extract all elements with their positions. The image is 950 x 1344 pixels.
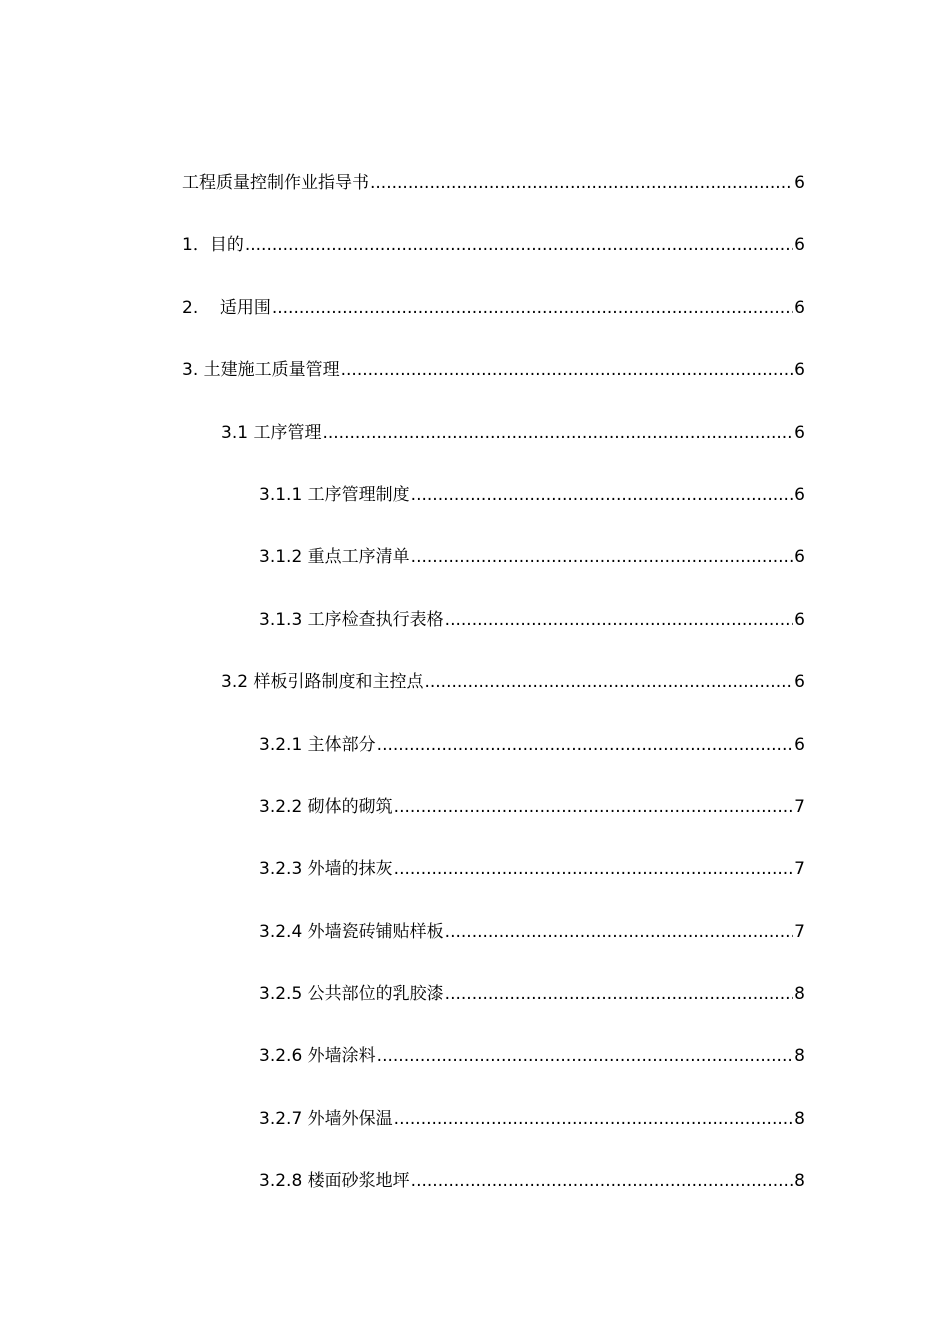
toc-entry-title: 3.2.5 公共部位的乳胶漆 <box>259 984 444 1004</box>
toc-entry[interactable] <box>259 608 805 632</box>
toc-page-number: 6 <box>794 485 805 505</box>
toc-entry[interactable] <box>182 358 805 382</box>
toc-dot-leader <box>411 545 794 569</box>
toc-dot-leader <box>424 670 793 694</box>
toc-page-number: 8 <box>794 1046 805 1066</box>
toc-entry-title: 3.2.1 主体部分 <box>259 735 376 755</box>
toc-page-number: 8 <box>794 1171 805 1191</box>
toc-entry-title: 2. 适用围 <box>182 298 271 318</box>
toc-page-number: 6 <box>794 610 805 630</box>
toc-entry[interactable] <box>259 1107 805 1131</box>
toc-entry[interactable] <box>259 1169 805 1193</box>
toc-entry[interactable] <box>259 483 805 507</box>
toc-dot-leader <box>377 733 794 757</box>
toc-entry-title: 3.2.8 楼面砂浆地坪 <box>259 1171 410 1191</box>
toc-dot-leader <box>394 1107 794 1131</box>
toc-page-number: 6 <box>794 298 805 318</box>
toc-entry-title: 3.2.3 外墙的抹灰 <box>259 859 393 879</box>
toc-page-number: 6 <box>794 672 805 692</box>
toc-dot-leader <box>445 608 794 632</box>
toc-dot-leader <box>394 857 794 881</box>
toc-entry[interactable] <box>221 670 805 694</box>
toc-entry[interactable] <box>182 171 805 195</box>
toc-dot-leader <box>322 421 793 445</box>
toc-page-number: 6 <box>794 235 805 255</box>
toc-entry-title: 3.2.6 外墙涂料 <box>259 1046 376 1066</box>
toc-dot-leader <box>370 171 793 195</box>
toc-entry-title: 3.2.7 外墙外保温 <box>259 1109 393 1129</box>
toc-entry[interactable] <box>259 795 805 819</box>
toc-page-number: 6 <box>794 735 805 755</box>
toc-entry[interactable] <box>259 920 805 944</box>
toc-page-number: 7 <box>794 797 805 817</box>
toc-entry[interactable] <box>259 982 805 1006</box>
toc-page-number: 6 <box>794 423 805 443</box>
toc-entry[interactable] <box>221 421 805 445</box>
toc-page-number: 6 <box>794 360 805 380</box>
toc-entry[interactable] <box>259 857 805 881</box>
toc-entry[interactable] <box>259 733 805 757</box>
toc-entry[interactable] <box>182 233 805 257</box>
toc-entry-title: 3.1 工序管理 <box>221 423 322 443</box>
toc-page-number: 6 <box>794 173 805 193</box>
toc-entry-title: 3.2 样板引路制度和主控点 <box>221 672 424 692</box>
toc-page-number: 6 <box>794 547 805 567</box>
toc-page-number: 7 <box>794 922 805 942</box>
toc-entry-title: 1．目的 <box>182 235 244 255</box>
toc-entry[interactable] <box>259 545 805 569</box>
toc-dot-leader <box>377 1044 794 1068</box>
toc-dot-leader <box>445 982 794 1006</box>
toc-page-number: 8 <box>794 984 805 1004</box>
toc-page-number: 8 <box>794 1109 805 1129</box>
toc-entry-title: 3. 土建施工质量管理 <box>182 360 340 380</box>
toc-dot-leader <box>445 920 794 944</box>
toc-entry-title: 3.2.4 外墙瓷砖铺贴样板 <box>259 922 444 942</box>
toc-dot-leader <box>394 795 794 819</box>
toc-entry-title: 3.1.2 重点工序清单 <box>259 547 410 567</box>
toc-dot-leader <box>411 1169 794 1193</box>
toc-entry-title: 3.1.3 工序检查执行表格 <box>259 610 444 630</box>
toc-dot-leader <box>411 483 794 507</box>
toc-entry[interactable] <box>182 296 805 320</box>
toc-entry-title: 工程质量控制作业指导书 <box>182 173 369 193</box>
toc-dot-leader <box>341 358 794 382</box>
toc-entry-title: 3.1.1 工序管理制度 <box>259 485 410 505</box>
toc-page-number: 7 <box>794 859 805 879</box>
toc-entry-title: 3.2.2 砌体的砌筑 <box>259 797 393 817</box>
toc-dot-leader <box>272 296 793 320</box>
toc-entry[interactable] <box>259 1044 805 1068</box>
toc-dot-leader <box>245 233 793 257</box>
